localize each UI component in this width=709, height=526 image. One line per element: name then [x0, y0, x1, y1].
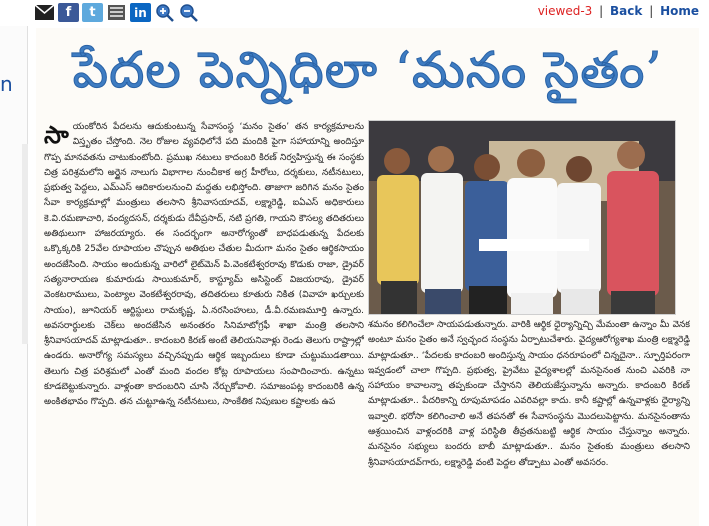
toolbar: [0, 0, 709, 24]
event-photo-illustration: [369, 121, 675, 314]
twitter-icon[interactable]: t: [82, 3, 103, 22]
nav-links: [538, 4, 699, 18]
left-panel: [0, 26, 28, 526]
share-icons: [34, 3, 199, 22]
cut-off-text: n: [0, 72, 13, 96]
mail-icon[interactable]: [34, 3, 55, 22]
article-body-2: శమనం కలిగించేలా సాయపడుతున్నారు. వారికి ఆర్థిక ధైర్యాన్నిచ్చి మేమంతా ఉన్నాం మీ వెనక అంటూ మనం సైతం అనే స్వచ్ఛంద సంస్థను ఏర్పాటుచేశారు. వైద్యఆరోగ్యశాఖ మంత్రి లక్ష్మారెడ్డి మాట్లాడుతూ.. ‘పేదలకు కాదంబరి అందిస్తున్న సాయం ధనరూపంలో చిన్నదైనా.. స్ఫూర్తిపరంగా ఇవ్వడంలో చాలా గొప్పది. ప్రభుత్వ, ప్రైవేటు వైద్యశాలల్లో మనసైనంత నుంచి ఎవరికి నా సహాయం కావాలన్నా తప్పకుండా చేస్తానని తెలియజేస్తున్నాను అన్నారు. కాదంబరి కిరణ్ మాట్లాడుతూ.. పేదరికాన్ని రూపుమాపడం ఎవరివల్లా కాదు. కానీ కష్టాల్లో ఉన్నవాళ్లకు ధైర్యాన్ని ఇవ్వాలి. భరోసా కలిగించాలి అనే తపనతో ఈ సేవాసంస్థను మొదలుపెట్టాను. మనసైనంతాను ఆశ్రయించిన వాళ్లందరికి వాళ్ల పరిస్థితి తీవ్రతనుబట్టి ఆర్థిక సాయం చేస్తున్నాం అన్నారు. మనసైనం సభ్యులు బందరు బాబీ మాట్లాడుతూ.. మనం సైతంకు మంత్రులు తలసాని శ్రీనివాసయాదవ్‌గారు, లక్ష్మారెడ్డి వంటి పెద్దల తోడ్పాటు ఎంతో అవసరం.: [368, 320, 690, 468]
separator: |: [599, 4, 604, 18]
zoom-out-icon[interactable]: [178, 3, 199, 22]
article-headline: పేదల పెన్నిధిలా ‘మనం సైతం’: [72, 41, 663, 99]
article-column-1: [44, 120, 364, 520]
drop-cap: సా: [44, 121, 69, 149]
zoom-in-icon[interactable]: [154, 3, 175, 22]
scrollbar[interactable]: [22, 144, 28, 344]
news-photo: [368, 120, 676, 315]
linkedin-icon[interactable]: in: [130, 3, 151, 22]
article-column-2: [368, 318, 690, 523]
view-count: viewed-3: [537, 4, 593, 18]
facebook-icon[interactable]: f: [58, 3, 79, 22]
back-link[interactable]: Back: [610, 4, 643, 18]
newspaper-clipping: [36, 28, 699, 526]
separator: |: [649, 4, 654, 18]
article-body-1: యంకోరిన పేదలను ఆదుకుంటున్న సేవాసంస్థ ‘మనం సైతం’ తన కార్యక్రమాలను విస్తృతం చేస్తోంది. నెల రోజుల వ్యవధిలోనే పది మందికి పైగా సహాయాన్ని అందిస్తూ గొప్ప మానవతను చాటుకుంటోంది. ప్రముఖ నటులు కాదంబరి కిరణ్ నిర్వహిస్తున్న ఈ సంస్థకు చిత్ర పరిశ్రమలోని అర్థైన నాలుగు విభాగాల నుంచీకాక అగ్ర హీరోలు, దర్శకులు, నటీనటులు, ప్రభుత్వ పెద్దలు, ఎమ్‌ఎస్ ఆదికారులనుంచి మద్దతు లభిస్తోంది. తాజాగా జరిగిన మనం సైతం సేవా కార్యక్రమాల్లో మంత్రులు తలసాని శ్రీనివాసయాదవ్, లక్ష్మారెడ్డి, ఐఏఎస్ అధికారులు కె.వి.రమణాచారి, వంద్యదసన్, దర్శకుడు దేవీప్రసాద్, నటి ప్రగతి, గాయని కౌసల్య తదితరులు అతిథులుగా హాజరయ్యారు. ఈ సందర్భంగా అనారోగ్యంతో బాధపడుతున్న పేదలకు ఒక్కొక్కరికి 25వేల రూపాయల చొప్పున అతిథుల చేతుల మీదుగా మనం సైతం ఆర్థికసాయం అందజేసింది. సాయం అందుకున్న వారిలో లైట్‌మెన్ పి.వెంకటేశ్వరరావు కొడుకు రాజా, డ్రైవర్ సత్యనారాయణ కుమారుడు సాయికుమార్, కాస్ట్యూమ్ అసిస్టెంట్ విజయరావు, డ్రైవర్ వెంకటరాములు, పెంట్యాల వెంకటేశ్వరరావు, తదితరులు కూతురు నికిత (వివాహ ఖర్చులకు సాయం), జూనియర్ ఆర్టిస్టులు రామకృష్ణ, ఏ.నరసింహులు, డీ.వీ.రమణమూర్తి ఉన్నారు. అవసరార్థులకు చెక్‌లు అందజేసిన అనంతరం సినిమాటోగ్రఫీ శాఖా మంత్రి తలసాని శ్రీనివాసయాదవ్ మాట్లాడుతూ.. కాదంబరి కిరణ్ అంటే తెలియనివాళ్లు రెండు తెలుగు రాష్ట్రాల్లో ఉండరు. అనారోగ్య సమస్యలు వచ్చినప్పుడు ఆర్థిక ఇబ్బందులు కూడా చుట్టుముడతాయి. తెలుగు చిత్ర పరిశ్రమలో ఎంతో మంది వందల కోట్ల రూపాయలు సంపాదించారు. ఉన్నటు కూడబెట్టుకున్నారు. వాళ్లంతా కాదంబరిని చూసి నేర్చుకోవాలి. సమాజంపట్ల కాదంబరికి ఉన్న అంకితభావం గొప్పది. తన చుట్టూఉన్న నటీనటులు, సాంకేతిక నిపుణుల కష్టాలకు ఉప: [44, 122, 364, 408]
home-link[interactable]: Home: [660, 4, 699, 18]
print-icon[interactable]: [106, 3, 127, 22]
